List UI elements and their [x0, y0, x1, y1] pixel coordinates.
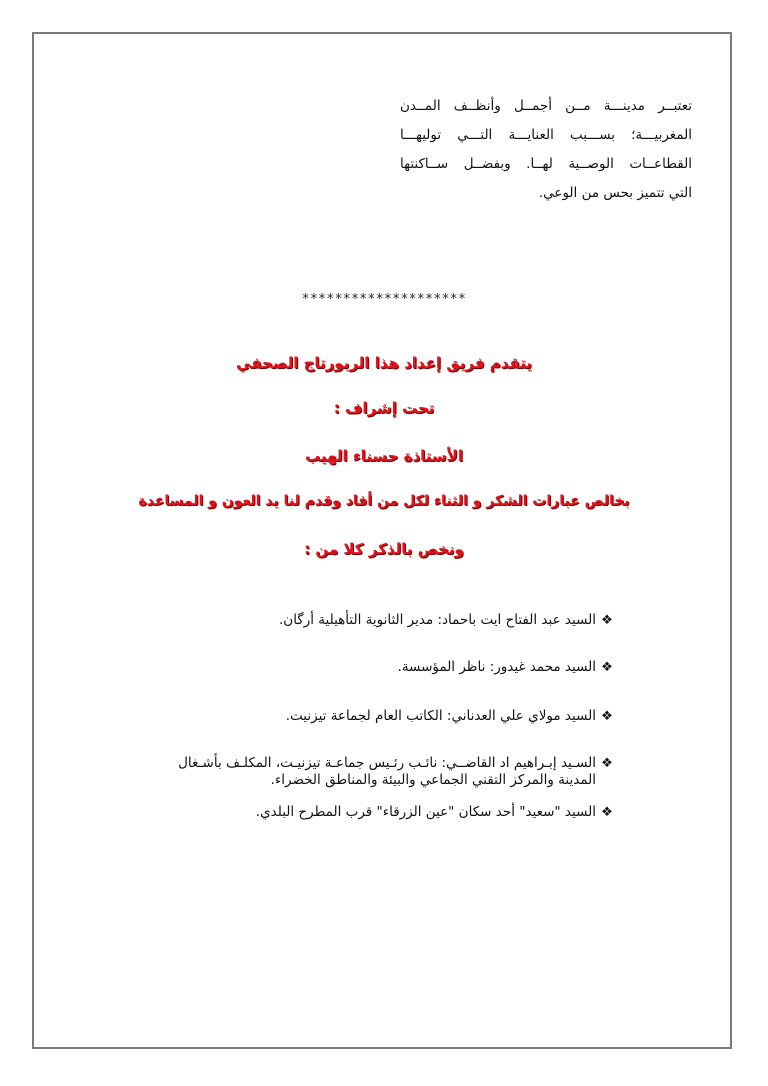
diamond-bullet-icon: ❖ — [601, 756, 613, 771]
list-item-text: السيد مولاي علي العدناني: الكاتب العام لجماعة تيزنيت. — [285, 708, 596, 724]
supervision-label: تحت إشراف : — [333, 399, 435, 417]
intro-line: تعتبــر مدينـــة مــن أجمــل وأنظــف المــدن — [400, 98, 692, 114]
thanks-heading: يتقدم فريق إعداد هذا الربورتاج الصحفي — [236, 354, 532, 372]
intro-line: القطاعــات الوصــية لهــا. وبفضــل ســاكنتها — [400, 156, 692, 172]
special-mention-label: ونخص بالذكر كلا من : — [304, 540, 464, 558]
supervisor-name: الأستاذة حسناء الهيب — [305, 447, 463, 465]
list-item-continuation: المدينة والمركز التقني الجماعي والبيئة والمناطق الخضراء. — [270, 772, 596, 788]
list-item — [398, 659, 618, 676]
intro-line: التي تتميز بحس من الوعي. — [538, 185, 692, 201]
list-item — [178, 755, 618, 788]
list-item — [256, 804, 618, 821]
list-item-text: السيد "سعيد" أحد سكان "عين الزرقاء" قرب المطرح البلدي. — [255, 804, 596, 820]
list-item — [286, 708, 618, 725]
thanks-message: بخالص عبارات الشكر و الثناء لكل من أفاد وقدم لنا يد العون و المساعدة — [138, 493, 630, 509]
list-item — [279, 612, 618, 629]
list-item-text: السيد محمد غيدور: ناظر المؤسسة. — [397, 659, 596, 675]
diamond-bullet-icon: ❖ — [601, 805, 613, 820]
separator-stars: ******************** — [301, 292, 467, 307]
diamond-bullet-icon: ❖ — [601, 660, 613, 675]
list-item-text: السـيد إبـراهيم اد القاضــي: نائـب رئـيس جماعـة تيزنيـت، المكلـف بأشـغال — [178, 755, 596, 771]
intro-paragraph — [400, 92, 692, 208]
diamond-bullet-icon: ❖ — [601, 709, 613, 724]
diamond-bullet-icon: ❖ — [601, 613, 613, 628]
intro-line: المغربيـــة؛ بســـبب العنايـــة التـــي توليهـــا — [400, 127, 692, 143]
list-item-text: السيد عبد الفتاح ايت باحماد: مدير الثانوية التأهيلية أرگان. — [278, 612, 596, 628]
